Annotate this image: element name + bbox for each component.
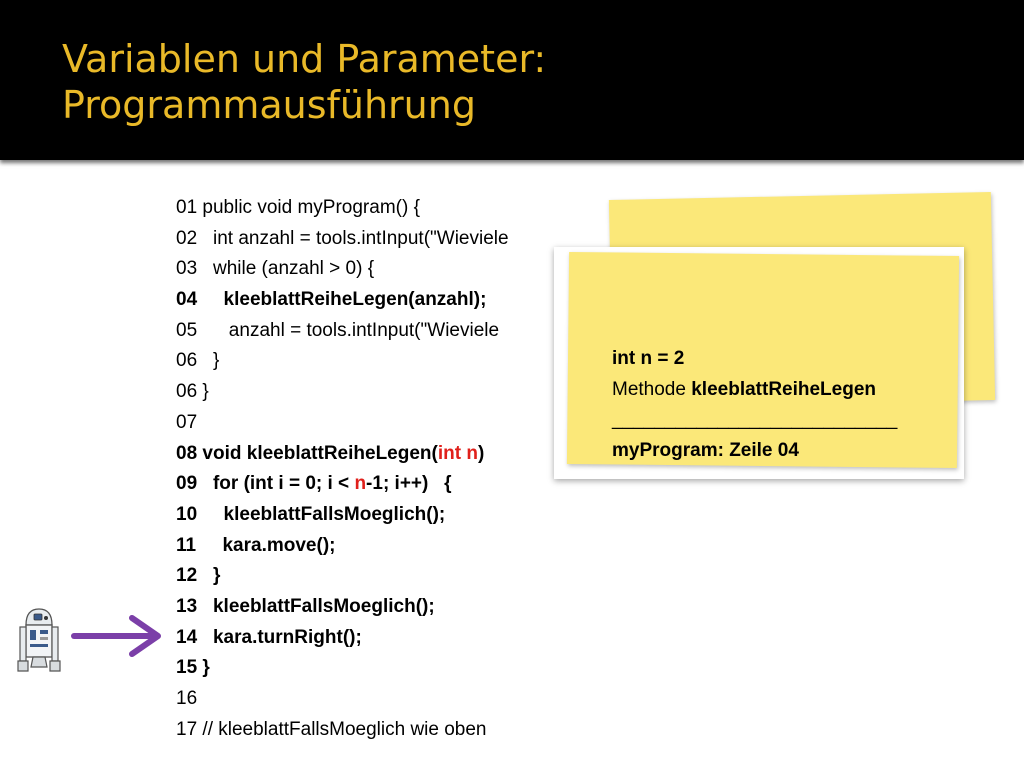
- code-text: 06 }: [176, 350, 220, 372]
- code-line: [176, 653, 568, 684]
- code-text: 09 for (int i = 0; i <: [176, 473, 355, 495]
- code-line: [176, 439, 568, 470]
- code-line: [176, 469, 568, 500]
- title-band: [0, 0, 1024, 160]
- code-text: 01 public void myProgram() {: [176, 197, 420, 218]
- code-text: 05 anzahl = tools.intInput("Wieviele: [176, 319, 500, 341]
- code-line: [176, 224, 568, 255]
- code-text: 07: [176, 411, 198, 433]
- code-highlight: n: [354, 473, 367, 495]
- code-text: ): [477, 442, 485, 464]
- call-stack-note: [612, 344, 952, 466]
- code-line: [176, 408, 568, 439]
- code-line: [176, 531, 568, 562]
- code-text: 17 // kleeblattFallsMoeglich wie oben: [176, 718, 487, 740]
- code-line: [176, 193, 568, 224]
- code-line: [176, 592, 568, 623]
- slide-title-line-2: Programmausführung: [62, 83, 476, 127]
- code-text: 12 }: [176, 565, 221, 587]
- code-text: 03 while (anzahl > 0) {: [176, 258, 375, 280]
- code-line: [176, 715, 568, 746]
- code-listing: [176, 193, 568, 745]
- code-line: [176, 377, 568, 408]
- code-text: -1; i++) {: [366, 473, 452, 495]
- note-method-line: [612, 375, 952, 406]
- slide-title: [62, 36, 546, 128]
- code-text: 15 }: [176, 657, 210, 679]
- code-highlight: int n: [437, 442, 478, 464]
- code-text: 04 kleeblattReiheLegen(anzahl);: [176, 289, 487, 311]
- code-line: [176, 684, 568, 715]
- code-line: [176, 285, 568, 316]
- code-text: 13 kleeblattFallsMoeglich();: [176, 595, 435, 617]
- code-line: [176, 316, 568, 347]
- code-line: [176, 500, 568, 531]
- code-text: 06 }: [176, 381, 209, 403]
- note-method-name: kleeblattReiheLegen: [691, 378, 877, 400]
- note-method-prefix: Methode: [612, 378, 692, 400]
- code-text: 10 kleeblattFallsMoeglich();: [176, 503, 446, 525]
- note-separator: ___________________________: [612, 409, 898, 430]
- slide-title-line-1: Variablen und Parameter:: [62, 37, 547, 81]
- code-text: 14 kara.turnRight();: [176, 626, 362, 648]
- code-line: [176, 254, 568, 285]
- r2d2-robot-icon: [16, 603, 62, 675]
- code-line: [176, 623, 568, 654]
- note-return-address: myProgram: Zeile 04: [612, 439, 799, 461]
- code-line: [176, 346, 568, 377]
- code-text: 02 int anzahl = tools.intInput("Wieviele: [176, 227, 509, 249]
- right-arrow-icon: [70, 612, 166, 660]
- code-line: [176, 561, 568, 592]
- code-text: 11 kara.move();: [176, 534, 336, 556]
- code-text: 08 void kleeblattReiheLegen(: [176, 442, 438, 464]
- note-variable: int n = 2: [612, 348, 685, 369]
- code-text: 16: [176, 688, 198, 709]
